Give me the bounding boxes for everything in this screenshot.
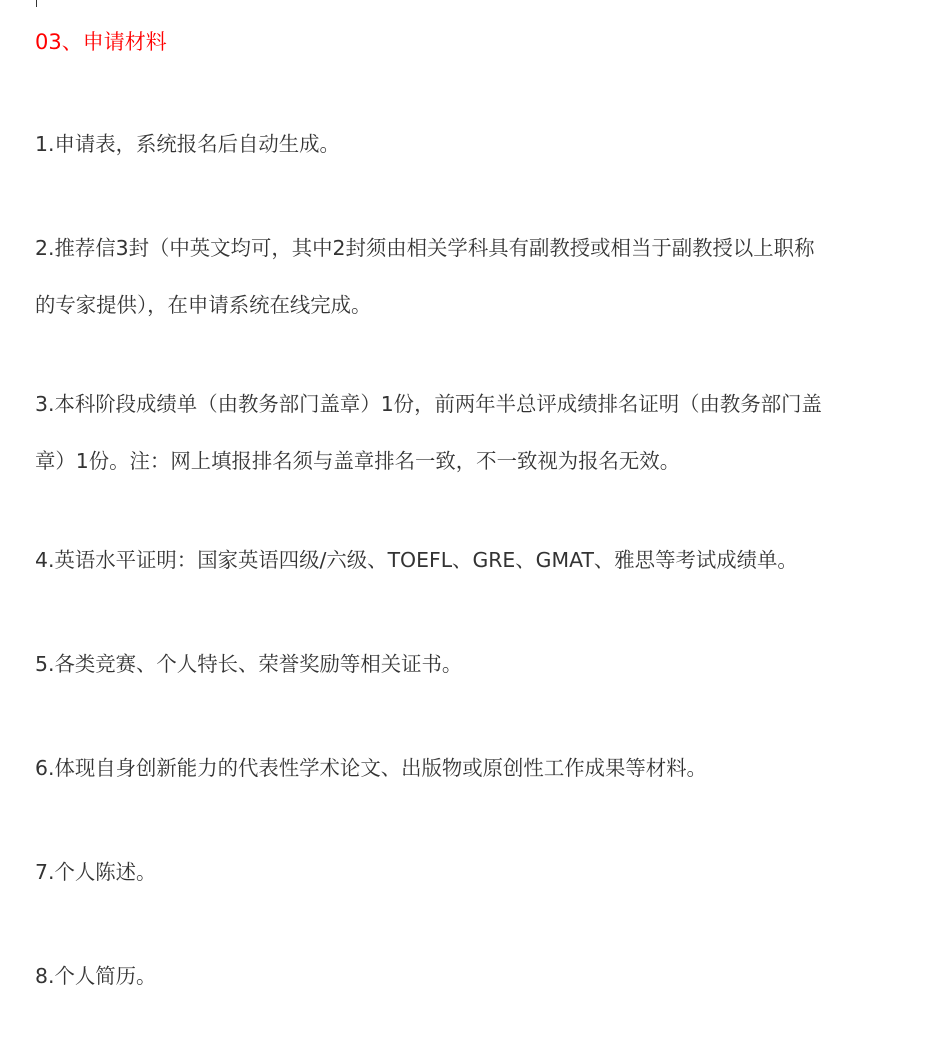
section-heading: 03、申请材料 — [35, 30, 167, 54]
list-item — [35, 636, 915, 693]
list-item — [35, 220, 915, 334]
list-item-line: 章）1份。注：网上填报排名须与盖章排名一致，不一致视为报名无效。 — [35, 449, 681, 473]
list-item — [35, 116, 915, 173]
list-item-line: 4.英语水平证明：国家英语四级/六级、TOEFL、GRE、GMAT、雅思等考试成绩单。 — [35, 548, 798, 572]
list-item-line: 6.体现自身创新能力的代表性学术论文、出版物或原创性工作成果等材料。 — [35, 756, 707, 780]
list-item-line: 2.推荐信3封（中英文均可，其中2封须由相关学科具有副教授或相当于副教授以上职称 — [35, 236, 815, 260]
list-item-line: 3.本科阶段成绩单（由教务部门盖章）1份，前两年半总评成绩排名证明（由教务部门盖 — [35, 392, 822, 416]
list-item — [35, 948, 915, 1005]
list-item — [35, 376, 915, 490]
list-item-line: 5.各类竞赛、个人特长、荣誉奖励等相关证书。 — [35, 652, 463, 676]
list-item-line: 8.个人简历。 — [35, 964, 157, 988]
list-item — [35, 844, 915, 901]
cursor-mark — [36, 0, 37, 7]
list-item-line: 的专家提供），在申请系统在线完成。 — [35, 293, 372, 317]
list-item — [35, 740, 915, 797]
list-item — [35, 532, 915, 589]
list-item-line: 7.个人陈述。 — [35, 860, 157, 884]
list-item-line: 1.申请表，系统报名后自动生成。 — [35, 132, 340, 156]
